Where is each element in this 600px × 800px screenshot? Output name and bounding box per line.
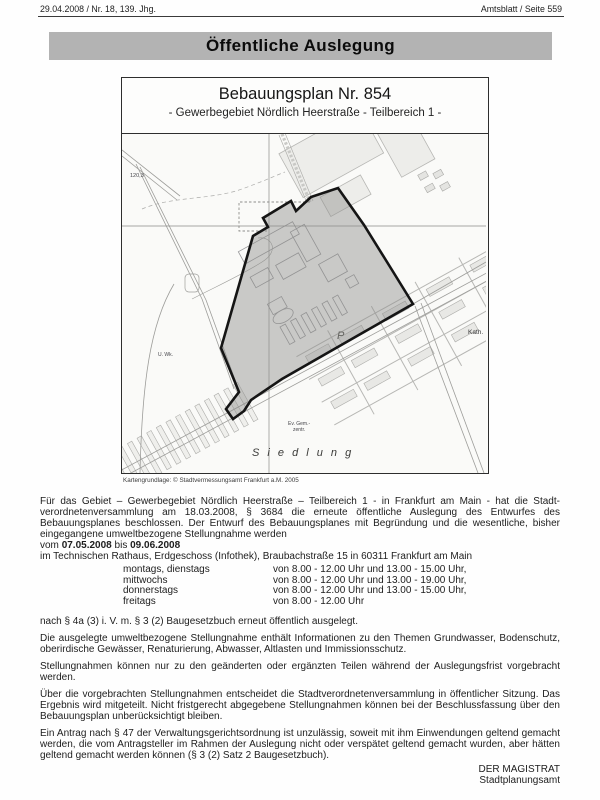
paragraph-legal-note: Ein Antrag nach § 47 der Verwaltungsgerichtsordnung ist unzulässig, soweit mit ihm Einwendungen geltend gemacht werden, die vom Antragsteller im Rahmen der Auslegung nicht oder verspätet geltend gemacht wurden, aber hätten geltend gemacht werden können (§ 3 (2) Satz 2 Baugesetzbuch).	[40, 727, 560, 761]
signature-magistrat: DER MAGISTRAT	[478, 763, 560, 775]
opening-days: freitags	[123, 596, 156, 608]
header-date-issue: 29.04.2008 / Nr. 18, 139. Jhg.	[40, 4, 156, 14]
site-map	[122, 134, 486, 473]
paragraph-legal-basis: nach § 4a (3) i. V. m. § 3 (2) Baugesetzbuch erneut öffentlich ausgelegt.	[40, 615, 358, 627]
map-label-ev-gem-1: Ev. Gem.-	[288, 421, 311, 427]
header-rule	[38, 16, 564, 17]
period-vom: vom	[40, 540, 59, 551]
opening-times: von 8.00 - 12.00 Uhr und 13.00 - 19.00 Uhr,	[273, 574, 467, 586]
plan-box	[121, 77, 489, 474]
plan-subtitle: - Gewerbegebiet Nördlich Heerstraße - Teilbereich 1 -	[168, 107, 442, 119]
paragraph-environment-topics: Die ausgelegte umweltbezogene Stellungnahme enthält Informationen zu den Themen Grundwasser, Bodenschutz, oberirdische Gewässer, Renaturierung, Abwasser, Altlasten und Immissionsschutz.	[40, 632, 560, 655]
paragraph-intro: Für das Gebiet – Gewerbegebiet Nördlich Heerstraße – Teilbereich 1 - in Frankfurt am Main - hat die Stadtverordnetenversammlung am 18.03.2008, § 3684 die erneute öffentliche Auslegung des Entwurfes des Bebauungsplanes beschlossen. Der Entwurf des Bebauungsplanes mit Begründung und die wesentliche, bisher eingegangene umweltbezogene Stellungnahme werden	[40, 496, 560, 540]
signature-block	[40, 764, 560, 786]
opening-days: mittwochs	[123, 574, 168, 586]
paragraph-decision-process: Über die vorgebrachten Stellungnahmen entscheidet die Stadtverordnetenversammlung in öffentlicher Sitzung. Das Ergebnis wird mitgeteilt. Nicht fristgerecht abgegebene Stellungnahmen können bei der Beschlussfassung über den Bebauungsplan unberücksichtigt bleiben.	[40, 688, 560, 722]
display-location-line: im Technischen Rathaus, Erdgeschoss (Infothek), Braubachstraße 15 in 60311 Frankfurt am Main	[40, 551, 473, 562]
period-bis: bis	[114, 540, 128, 551]
header-gazette-page: Amtsblatt / Seite 559	[480, 4, 562, 14]
opening-times: von 8.00 - 12.00 Uhr und 13.00 - 15.00 Uhr,	[273, 585, 467, 597]
opening-days: donnerstags	[123, 585, 179, 597]
period-start-date: 07.05.2008	[61, 540, 112, 551]
map-label-uwk: U. Wk.	[158, 352, 173, 358]
period-end-date: 09.06.2008	[130, 540, 181, 551]
opening-hours-table	[123, 565, 560, 608]
public-display-banner: Öffentliche Auslegung	[49, 32, 552, 60]
signature-stadtplanungsamt: Stadtplanungsamt	[479, 774, 560, 786]
opening-hours-row	[123, 597, 560, 608]
plan-box-header	[122, 78, 488, 134]
paragraph-comment-scope: Stellungnahmen können nur zu den geänderten oder ergänzten Teilen während der Auslegungsfrist vorgebracht werden.	[40, 660, 560, 683]
opening-times: von 8.00 - 12.00 Uhr	[273, 596, 365, 608]
map-label-siedlung: S i e d l u n g	[252, 447, 354, 459]
map-label-parking: P	[337, 330, 345, 342]
opening-times: von 8.00 - 12.00 Uhr und 13.00 - 15.00 Uhr,	[273, 564, 467, 575]
plan-title: Bebauungsplan Nr. 854	[218, 85, 392, 103]
map-label-elevation: 120,3	[130, 173, 144, 179]
map-credit: Kartengrundlage: © Stadtvermessungsamt Frankfurt a.M. 2005	[123, 477, 299, 484]
site-map-container	[122, 134, 488, 473]
notice-body	[40, 496, 560, 786]
map-label-kath: Kath.	[468, 329, 484, 336]
opening-days: montags, dienstags	[123, 564, 210, 575]
map-label-ev-gem-2: zentr.	[293, 427, 306, 433]
display-period-line	[40, 540, 560, 551]
